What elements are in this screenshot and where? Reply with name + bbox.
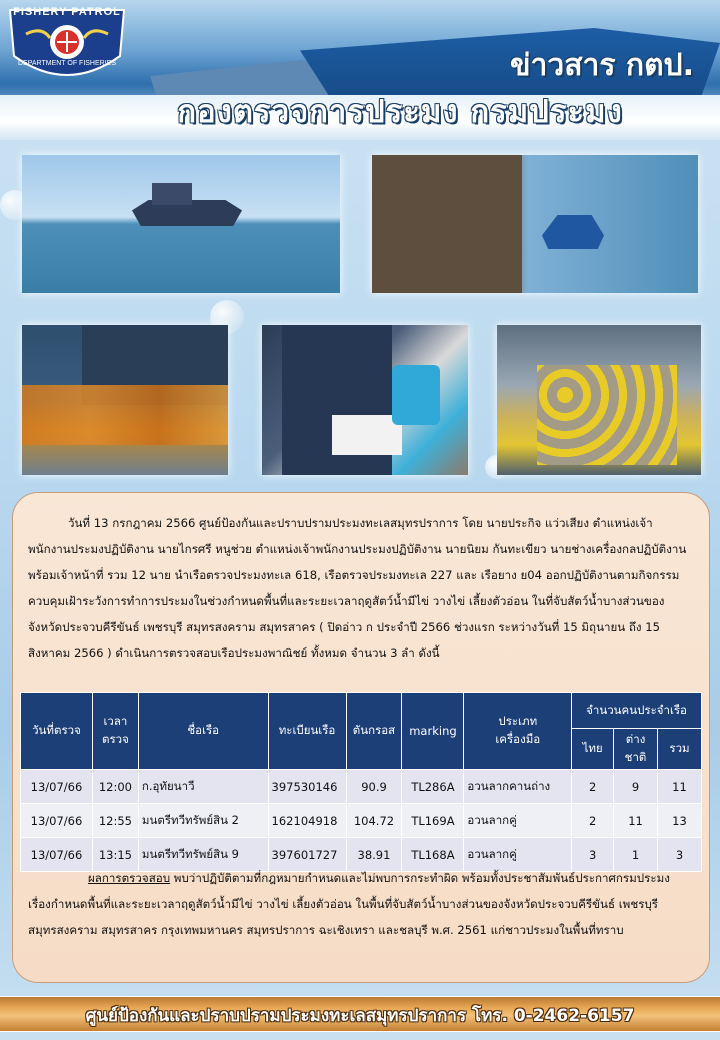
col-total: รวม — [658, 729, 702, 770]
footer-banner — [0, 996, 720, 1032]
cell-thai: 3 — [572, 838, 614, 872]
cell-marking: TL168A — [402, 838, 464, 872]
cell-boat: ก.อุทัยนาวี — [138, 770, 268, 804]
col-thai: ไทย — [572, 729, 614, 770]
col-time-line2: ตรวจ — [102, 732, 129, 746]
col-crew: จำนวนคนประจำเรือ — [572, 693, 702, 729]
cell-registration: 397530146 — [268, 770, 346, 804]
header-title: ข่าวสาร กตป. — [510, 48, 694, 83]
cell-time: 12:55 — [92, 804, 138, 838]
inspection-table — [20, 692, 702, 872]
cell-thai: 2 — [572, 804, 614, 838]
header-banner — [0, 0, 720, 140]
result-label: ผลการตรวจสอบ — [88, 871, 171, 885]
col-time-line1: เวลา — [103, 714, 128, 728]
footer-contact: ศูนย์ป้องกันและปราบปรามประมงทะเลสมุทรปราการ โทร. 0-2462-6157 — [85, 1006, 635, 1026]
table-row — [21, 804, 702, 838]
table-header-row — [21, 693, 702, 729]
cell-gear: อวนลากคานถ่าง — [464, 770, 572, 804]
cell-gear: อวนลากคู่ — [464, 804, 572, 838]
cell-marking: TL169A — [402, 804, 464, 838]
cell-date: 13/07/66 — [21, 770, 93, 804]
cell-registration: 162104918 — [268, 804, 346, 838]
cell-foreign: 9 — [614, 770, 658, 804]
result-text: พบว่าปฏิบัติตามที่กฎหมายกำหนดและไม่พบการกระทำผิด พร้อมทั้งประชาสัมพันธ์ประกาศกรมประมง เรื่องกำหนดพื้นที่และระยะเวลาฤดูสัตว์น้ำมีไข่ วางไข่ เลี้ยงตัวอ่อน ในพื้นที่จับสัตว์น้ำบางส่วนของจังหวัดประจวบคีรีขันธ์ เพชรบุรี สมุทรสงคราม สมุทรสาคร กรุงเทพมหานคร สมุทรปราการ ฉะเชิงเทรา และชลบุรี พ.ศ. 2561 แก่ชาวประมงในพื้นที่ทราบ — [28, 871, 670, 937]
cell-total: 13 — [658, 804, 702, 838]
col-foreign: ต่างชาติ — [614, 729, 658, 770]
photo-catch-on-deck — [497, 325, 701, 475]
cell-time: 13:15 — [92, 838, 138, 872]
photo-patrol-boat-approach — [372, 155, 698, 293]
cell-tonnage: 38.91 — [346, 838, 402, 872]
photo-crew-group — [22, 325, 228, 475]
col-date: วันที่ตรวจ — [21, 693, 93, 770]
photo-fishing-boat-at-sea — [22, 155, 340, 293]
cell-total: 11 — [658, 770, 702, 804]
cell-boat: มนตรีทวีทรัพย์สิน 2 — [138, 804, 268, 838]
cell-gear: อวนลากคู่ — [464, 838, 572, 872]
paragraph-result — [28, 865, 694, 943]
cell-total: 3 — [658, 838, 702, 872]
logo-text-top: FISHERY PATROL — [13, 6, 121, 18]
cell-foreign: 1 — [614, 838, 658, 872]
fishery-patrol-logo — [6, 4, 128, 90]
col-registration: ทะเบียนเรือ — [268, 693, 346, 770]
cell-date: 13/07/66 — [21, 804, 93, 838]
col-boat: ชื่อเรือ — [138, 693, 268, 770]
cell-tonnage: 104.72 — [346, 804, 402, 838]
cell-time: 12:00 — [92, 770, 138, 804]
table-row — [21, 770, 702, 804]
col-marking: marking — [402, 693, 464, 770]
paragraph-intro: วันที่ 13 กรกฎาคม 2566 ศูนย์ป้องกันและปราบปรามประมงทะเลสมุทรปราการ โดย นายประกิจ แว่วเสียง ตำแหน่งเจ้าพนักงานประมงปฏิบัติงาน นายไกรศรี หนูช่วย ตำแหน่งเจ้าพนักงานประมงปฏิบัติงาน นายนิยม กันทะเขียว นายช่างเครื่องกลปฏิบัติงาน พร้อมเจ้าหน้าที่ รวม 12 นาย นำเรือตรวจประมงทะเล 618, เรือตรวจประมงทะเล 227 และ เรือยาง ย04 ออกปฏิบัติงานตามกิจกรรมควบคุมเฝ้าระวังการทำการประมงในช่วงกำหนดพื้นที่และระยะเวลาฤดูสัตว์น้ำมีไข่ วางไข่ เลี้ยงตัวอ่อน ในที่จับสัตว์น้ำบางส่วนของจังหวัดประจวบคีรีขันธ์ เพชรบุรี สมุทรสงคราม สมุทรสาคร ( ปิดอ่าว ก ประจำปี 2566 ช่วงแรก ระหว่างวันที่ 15 มิถุนายน ถึง 15 สิงหาคม 2566 ) ดำเนินการตรวจสอบเรือประมงพาณิชย์ ทั้งหมด จำนวน 3 ลำ ดังนี้ — [28, 516, 687, 660]
cell-foreign: 11 — [614, 804, 658, 838]
header-subtitle: กองตรวจการประมง กรมประมง — [177, 94, 623, 130]
col-tonnage: ตันกรอส — [346, 693, 402, 770]
cell-boat: มนตรีทวีทรัพย์สิน 9 — [138, 838, 268, 872]
col-time — [92, 693, 138, 770]
cell-tonnage: 90.9 — [346, 770, 402, 804]
cell-date: 13/07/66 — [21, 838, 93, 872]
logo-text-bottom: DEPARTMENT OF FISHERIES — [17, 60, 116, 67]
col-gear-line2: เครื่องมือ — [495, 732, 541, 746]
photo-officer-inspecting-documents — [262, 325, 468, 475]
cell-registration: 397601727 — [268, 838, 346, 872]
cell-marking: TL286A — [402, 770, 464, 804]
col-gear — [464, 693, 572, 770]
col-gear-line1: ประเภท — [498, 714, 538, 728]
cell-thai: 2 — [572, 770, 614, 804]
